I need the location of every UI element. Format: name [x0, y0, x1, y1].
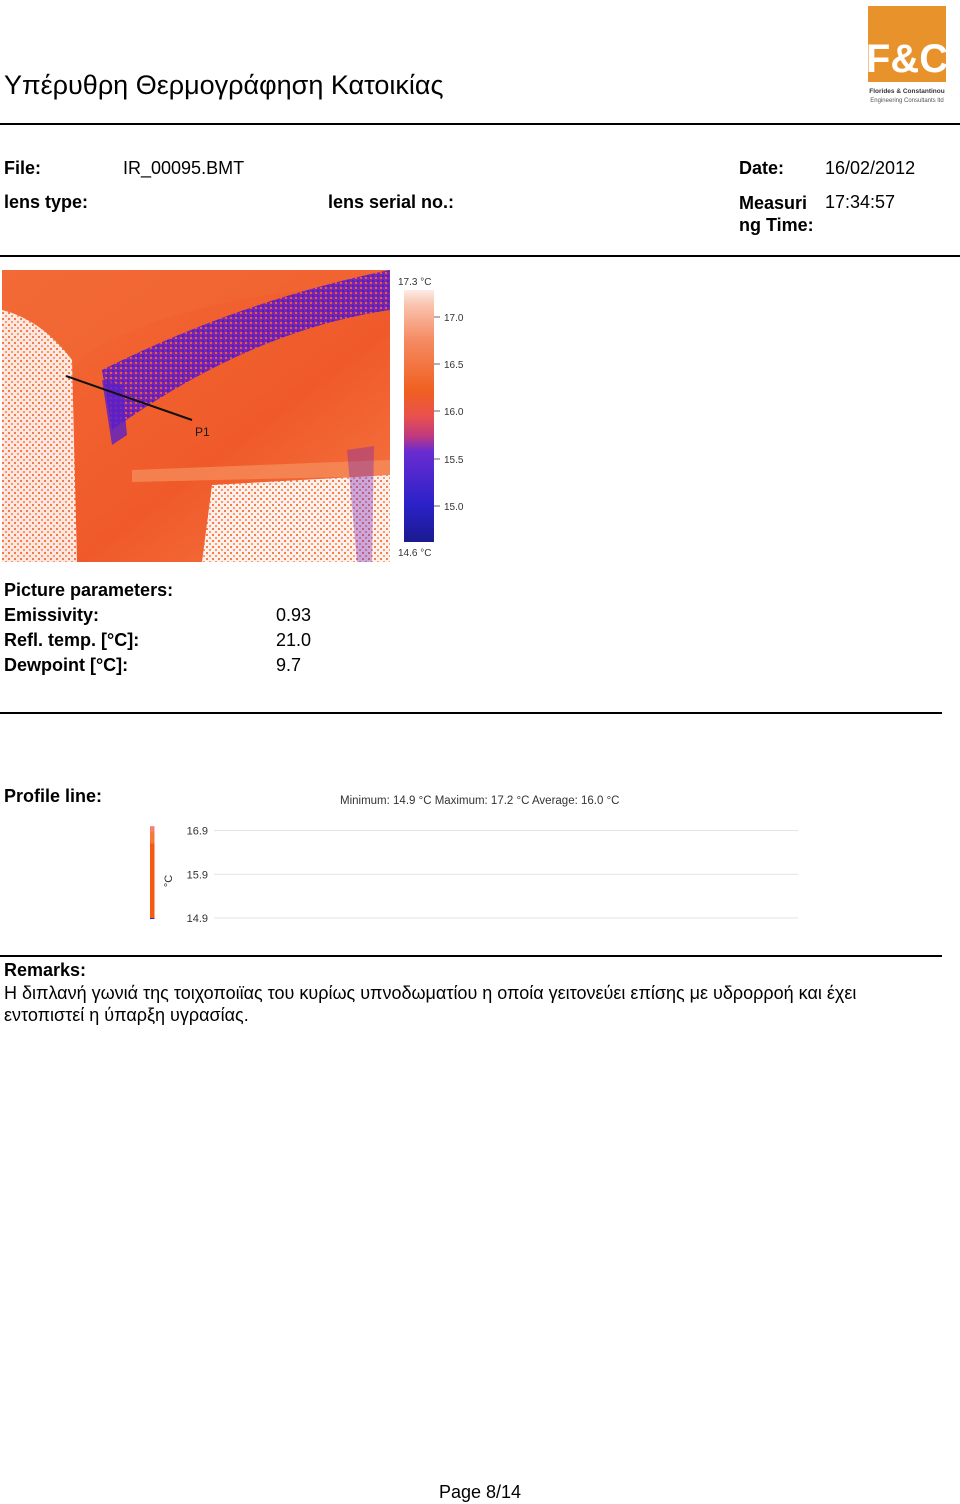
chart-y-tick-label: 15.9: [186, 869, 208, 882]
file-value: IR_00095.BMT: [123, 158, 245, 178]
scale-tick-label: 16.5: [444, 360, 464, 371]
remarks-heading: Remarks:: [4, 960, 87, 980]
chart-y-tick-label: 14.9: [186, 913, 208, 925]
logo-mark: F&C: [866, 37, 948, 81]
scale-tick-label: 17.0: [444, 313, 464, 324]
temperature-scale: [390, 270, 490, 562]
refl-temp-label: Refl. temp. [°C]:: [4, 630, 140, 650]
dewpoint-value: 9.7: [276, 655, 302, 675]
lens-serial-label: lens serial no.:: [328, 192, 455, 212]
parameters-divider: [0, 712, 942, 714]
scale-tick-label: 16.0: [444, 407, 464, 418]
measuring-time-value: 17:34:57: [825, 192, 896, 212]
file-label: File:: [4, 158, 42, 178]
logo-line2: Engineering Consultants ltd: [870, 98, 944, 104]
scale-min-label: 14.6 °C: [398, 548, 432, 559]
page-number: Page 8/14: [438, 1482, 522, 1502]
company-logo: [866, 6, 948, 106]
lens-type-label: lens type:: [4, 192, 89, 212]
chart-bar: [150, 918, 154, 919]
page-title: Υπέρυθρη Θερμογράφηση Κατοικίας: [4, 70, 444, 100]
chart-y-axis-label: °C: [163, 874, 175, 888]
thermal-image: [2, 270, 390, 562]
info-divider: [0, 255, 960, 257]
profile-divider: [0, 955, 942, 957]
scale-tick-label: 15.5: [444, 455, 464, 466]
picture-parameters-heading: Picture parameters:: [4, 580, 174, 600]
remarks-text: Η διπλανή γωνιά της τοιχοποιϊας του κυρίως υπνοδωματίου η οποία γειτονεύει επίσης με υδρορροή και έχει εντοπιστεί η ύπαρξη υγρασίας.: [4, 983, 857, 1025]
date-value: 16/02/2012: [825, 158, 916, 178]
profile-line-label: Profile line:: [4, 786, 103, 806]
profile-chart: [150, 786, 810, 926]
chart-y-tick-label: 16.9: [186, 825, 208, 838]
date-label: Date:: [739, 158, 785, 178]
scale-max-label: 17.3 °C: [398, 277, 432, 288]
emissivity-value: 0.93: [276, 605, 312, 625]
measuring-time-label-line2: ng Time:: [739, 215, 814, 235]
chart-bar: [150, 866, 154, 918]
measuring-time-label-line1: Measuri: [739, 193, 808, 213]
logo-line1: Florides & Constantinou: [869, 88, 945, 95]
chart-title: Minimum: 14.9 °C Maximum: 17.2 °C Average: 16.0 °C: [340, 795, 620, 807]
refl-temp-value: 21.0: [276, 630, 312, 650]
scale-bar: [404, 290, 434, 542]
measuring-time-label: [739, 192, 814, 236]
profile-marker-label: P1: [195, 425, 210, 439]
scale-tick-label: 15.0: [444, 502, 464, 513]
emissivity-label: Emissivity:: [4, 605, 100, 625]
dewpoint-label: Dewpoint [°C]:: [4, 655, 129, 675]
header-divider: [0, 123, 960, 125]
